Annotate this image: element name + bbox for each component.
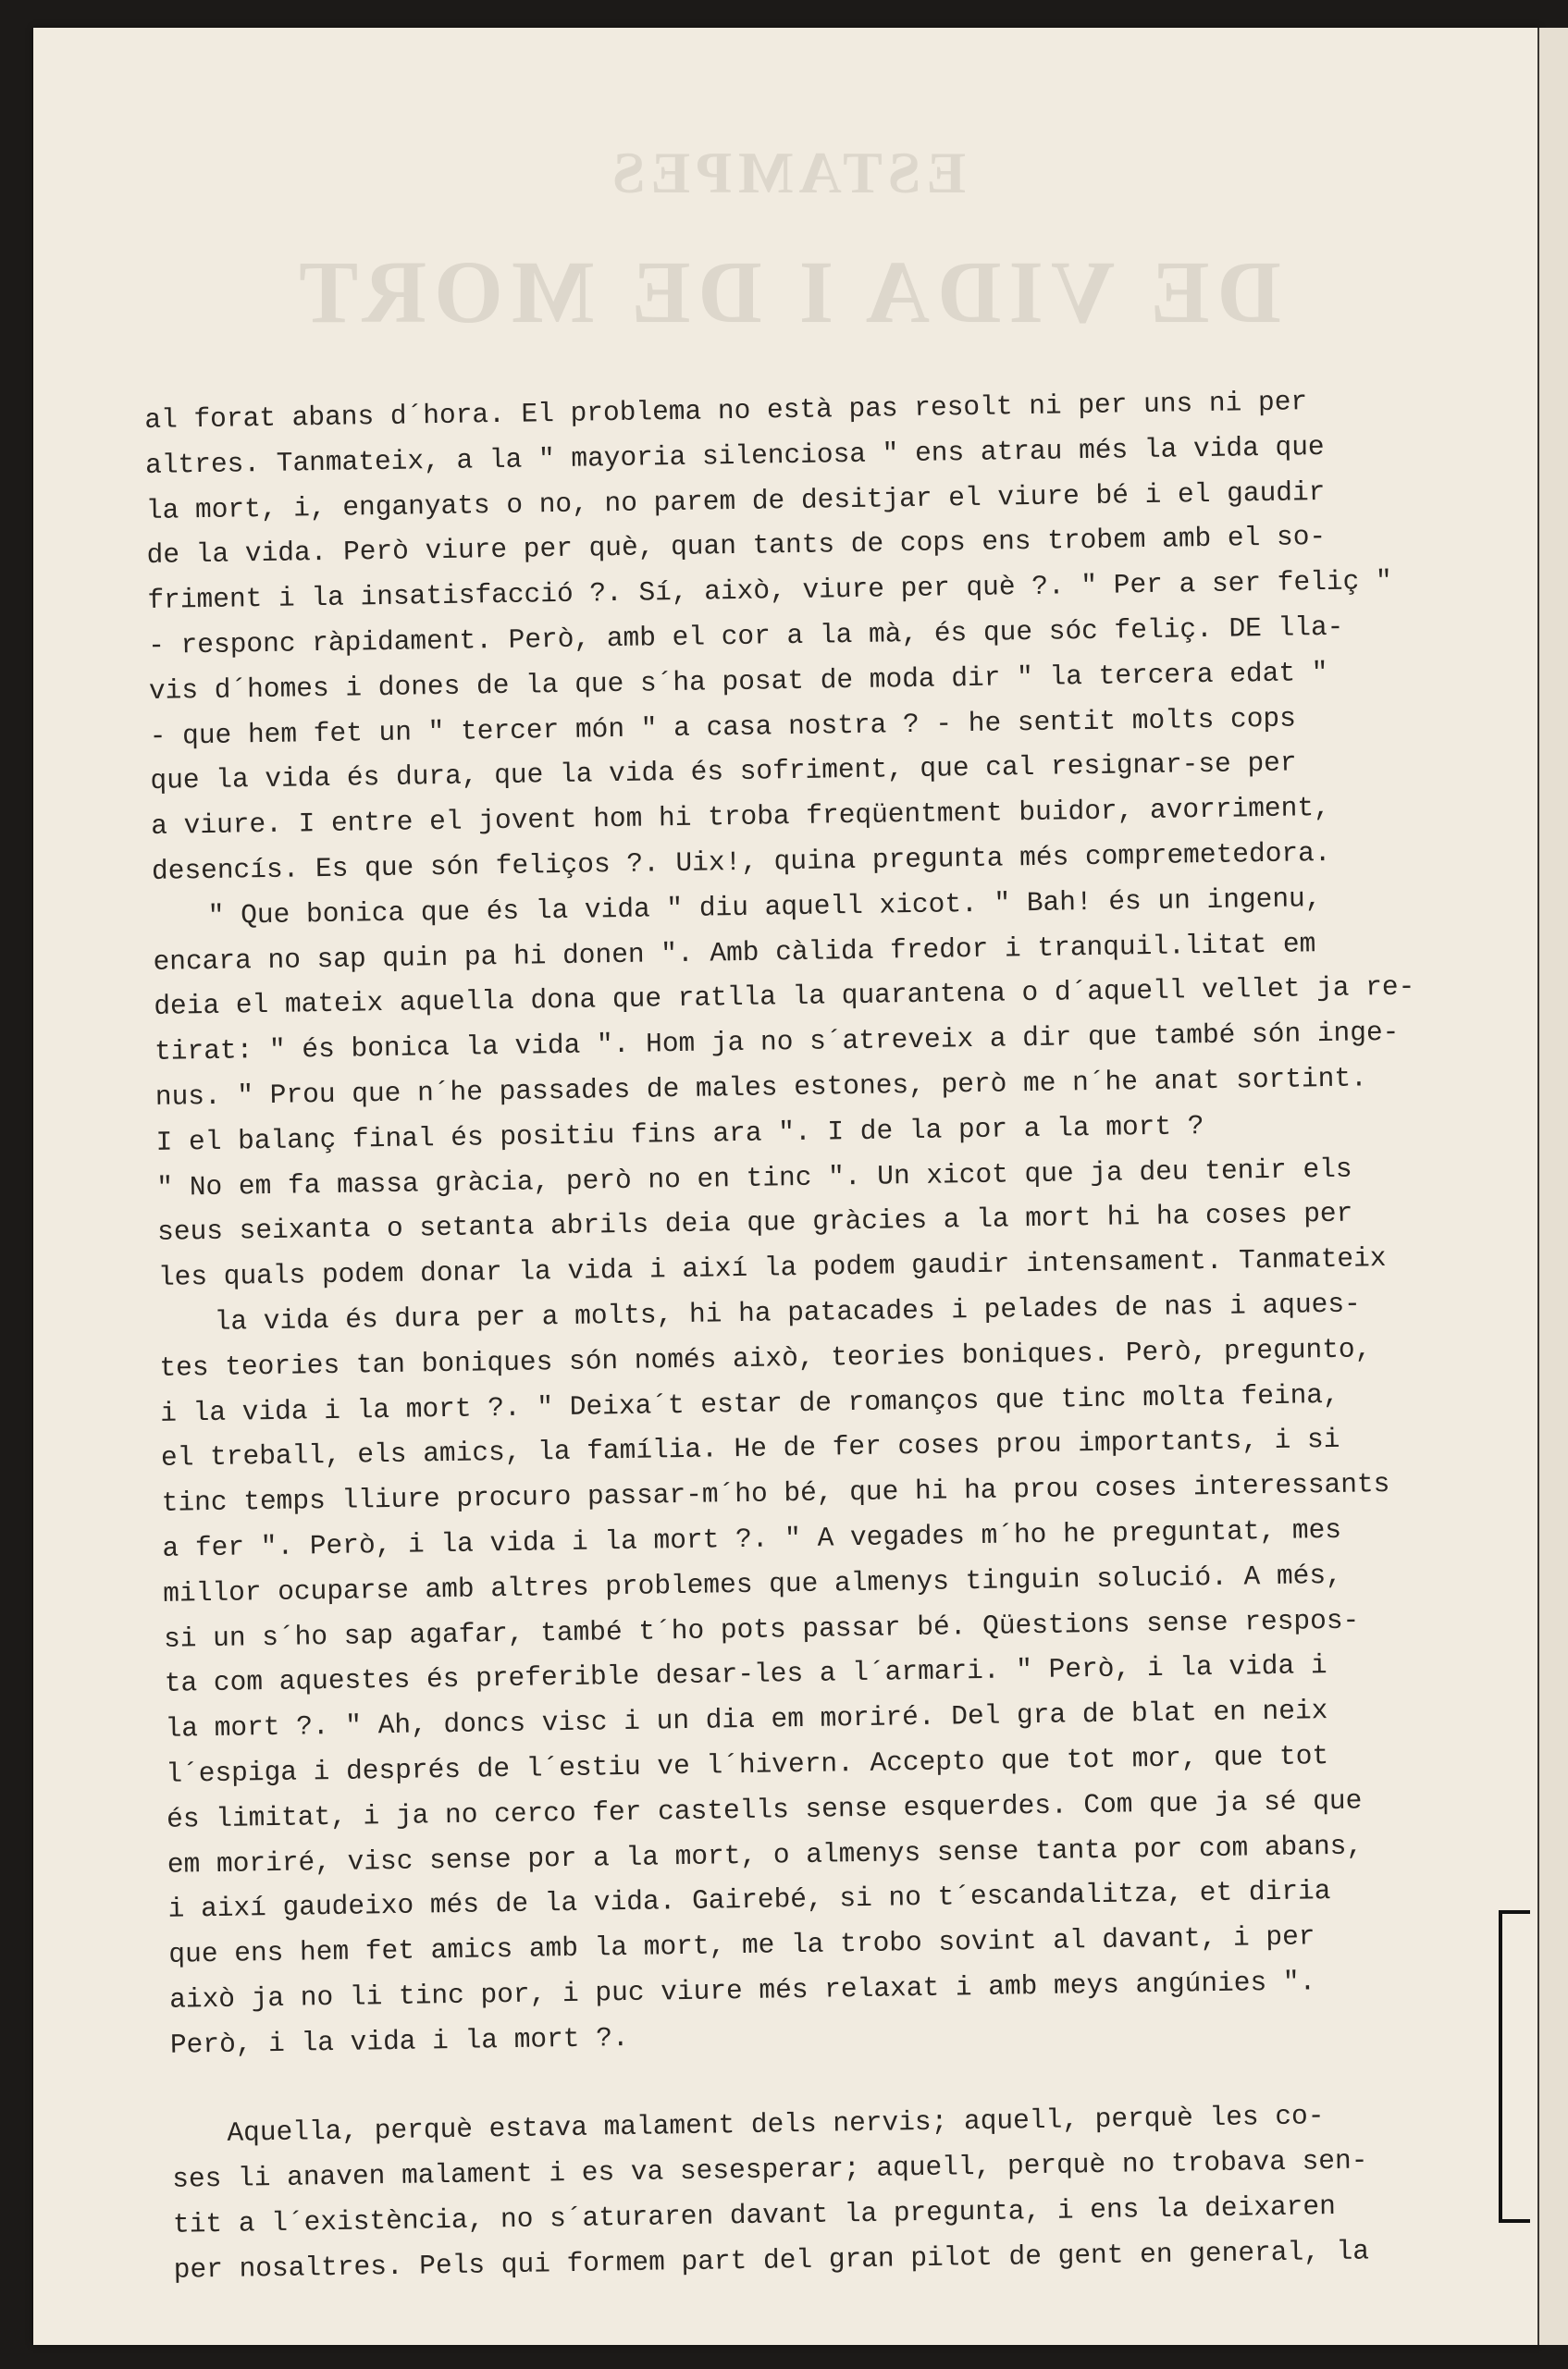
text-line: al forat abans d´hora. El problema no està pas resolt ni per uns ni per [144, 386, 1308, 436]
text-line: " No em fa massa gràcia, però no en tinc ". Un xicot que ja deu tenir els [156, 1153, 1352, 1203]
text-line: i així gaudeixo més de la vida. Gairebé, si no t´escandalitza, et diria [167, 1875, 1331, 1926]
text-line: que ens hem fet amics amb la mort, me la trobo sovint al davant, i per [168, 1920, 1315, 1970]
text-line: encara no sap quin pa hi donen ". Amb càlida fredor i tranquil.litat em [153, 927, 1316, 978]
text-line: el treball, els amics, la família. He de fer coses prou importants, i si [160, 1424, 1340, 1474]
text-line: tinc temps lliure procuro passar-m´ho bé, que hi ha prou coses interessants [161, 1468, 1390, 1519]
text-line: I el balanç final és positiu fins ara ". I de la por a la mort ? [155, 1109, 1204, 1158]
text-line: friment i la insatisfacció ?. Sí, això, viure per què ?. " Per a ser feliç " [147, 565, 1392, 617]
paragraph-3 [171, 2091, 1543, 2292]
text-line: Però, i la vida i la mort ?. [169, 2021, 629, 2061]
paragraph-1 [144, 376, 1521, 895]
text-line: a fer ". Però, i la vida i la mort ?. " A vegades m´ho he preguntat, mes [162, 1513, 1342, 1564]
text-line: les quals podem donar la vida i així la podem gaudir intensament. Tanmateix [157, 1242, 1387, 1294]
text-line: això ja no li tinc por, i puc viure més relaxat i amb meys angúnies ". [168, 1966, 1316, 2016]
text-line: que la vida és dura, que la vida és sofriment, que cal resignar-se per [150, 746, 1297, 797]
text-line: si un s´ho sap agafar, també t´ho pots passar bé. Qüestions sense respos- [163, 1604, 1360, 1655]
text-line: em moriré, visc sense por a la mort, o almenys sense tanta por com abans, [167, 1830, 1364, 1881]
bleed-through-heading-2: DE VIDA I DE MORT [291, 242, 1281, 341]
text-line: i la vida i la mort ?. " Deixa´t estar de romanços que tinc molta feina, [159, 1378, 1340, 1429]
text-line: seus seixanta o setanta abrils deia que gràcies a la mort hi ha coses per [156, 1197, 1353, 1249]
paragraph-2 [152, 872, 1539, 2067]
adjacent-page-edge [1537, 28, 1568, 2345]
text-line: deia el mateix aquella dona que ratlla la quarantena o d´aquell vellet ja re- [154, 970, 1415, 1023]
text-line: " Que bonica que és la vida " diu aquell xicot. " Bah! és un ingenu, [207, 882, 1322, 932]
text-line: ta com aquestes és preferible desar-les a l´armari. " Però, i la vida i [164, 1649, 1327, 1700]
text-line: la mort, i, enganyats o no, no parem de desitjar el viure bé i el gaudir [145, 475, 1326, 526]
text-line: - responc ràpidament. Però, amb el cor a la mà, és que sóc feliç. DE lla- [147, 611, 1344, 661]
text-line: nus. " Prou que n´he passades de males estones, però me n´he anat sortint. [154, 1062, 1367, 1113]
text-line: ses li anaven malament i es va sesesperar; aquell, perquè no trobava sen- [171, 2144, 1368, 2196]
text-line: altres. Tanmateix, a la " mayoria silenciosa " ens atrau més la vida que [144, 430, 1325, 481]
text-line: Aquella, perquè estava malament dels nervis; aquell, perquè les co- [227, 2100, 1325, 2150]
text-line: tirat: " és bonica la vida ". Hom ja no s´atreveix a dir que també són inge- [154, 1016, 1400, 1068]
text-line: a viure. I entre el jovent hom hi troba freqüentment buidor, avorriment, [151, 792, 1330, 843]
page-sheet [33, 28, 1539, 2345]
text-line: la vida és dura per a molts, hi ha patacades i pelades de nas i aques- [214, 1288, 1362, 1338]
text-line: tit a l´existència, no s´aturaren davant la pregunta, i ens la deixaren [172, 2190, 1337, 2240]
text-line: - que hem fet un " tercer món " a casa nostra ? - he sentit molts cops [149, 702, 1297, 752]
body-text [144, 376, 1543, 2293]
text-line: tes teories tan boniques són només això, teories boniques. Però, pregunto, [159, 1333, 1372, 1384]
text-line: millor ocuparse amb altres problemes que almenys tinguin solució. A més, [163, 1559, 1343, 1610]
text-line: per nosaltres. Pels qui formem part del gran pilot de gent en general, la [173, 2235, 1370, 2286]
text-line: desencís. Es que són feliços ?. Uix!, quina pregunta més compremetedora. [151, 836, 1331, 887]
bleed-through-heading-1: ESTAMPES [606, 140, 967, 205]
text-line: és limitat, i ja no cerco fer castells sense esquerdes. Com que ja sé que [166, 1784, 1363, 1835]
text-line: la mort ?. " Ah, doncs visc i un dia em moriré. Del gra de blat en neix [165, 1695, 1328, 1745]
text-line: de la vida. Però viure per què, quan tants de cops ens trobem amb el so- [146, 521, 1327, 572]
text-line: l´espiga i després de l´estiu ve l´hivern. Accepto que tot mor, que tot [166, 1739, 1329, 1790]
text-line: vis d´homes i dones de la que s´ha posat de moda dir " la tercera edat " [148, 656, 1328, 707]
